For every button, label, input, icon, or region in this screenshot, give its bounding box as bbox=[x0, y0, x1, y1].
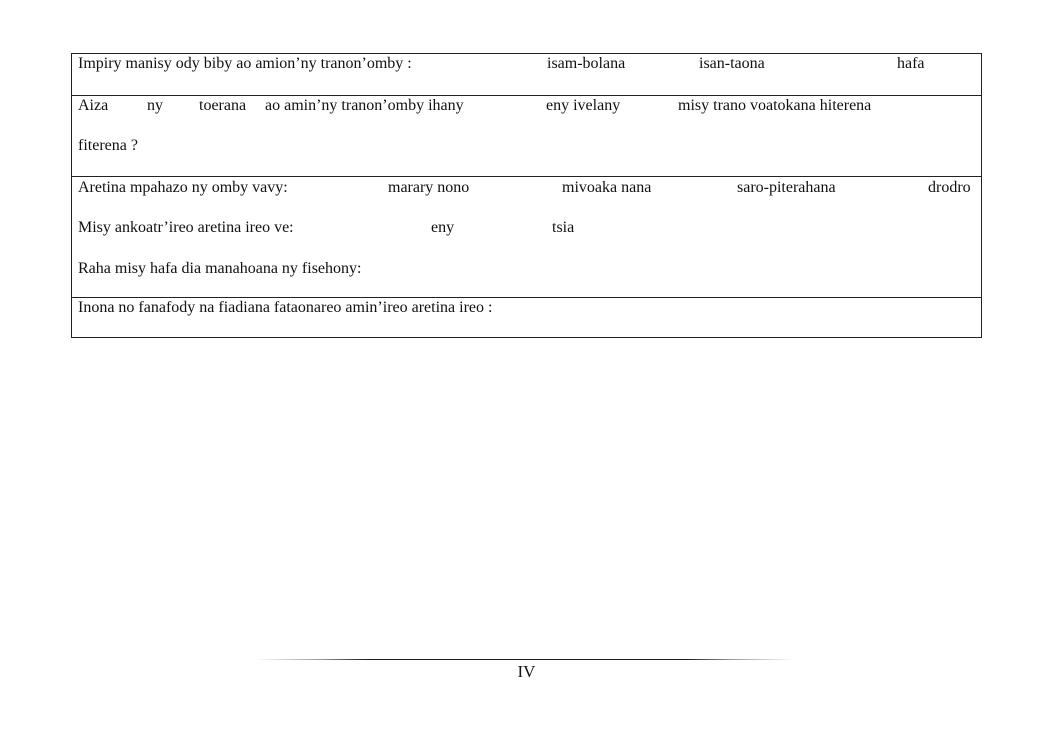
table-row bbox=[72, 297, 981, 338]
table-row bbox=[72, 54, 981, 95]
question-text: Impiry manisy ody biby ao amion’ny tranon’omby : bbox=[78, 55, 412, 72]
question-word: Aiza bbox=[78, 97, 109, 114]
footer-divider bbox=[256, 659, 796, 660]
table-row bbox=[72, 176, 981, 298]
option-text: hafa bbox=[897, 55, 925, 72]
option-text: eny bbox=[431, 219, 455, 236]
option-text: drodro bbox=[928, 179, 971, 196]
question-text: Inona no fanafody na fiadiana fataonareo amin’ireo aretina ireo : bbox=[78, 299, 493, 316]
questionnaire-table bbox=[71, 53, 982, 338]
option-text: saro-piterahana bbox=[737, 179, 836, 196]
question-text: Aretina mpahazo ny omby vavy: bbox=[78, 179, 288, 196]
question-word: ny bbox=[147, 97, 163, 114]
question-continuation: fiterena ? bbox=[78, 137, 138, 154]
question-word: toerana bbox=[199, 97, 247, 114]
question-text: Raha misy hafa dia manahoana ny fisehony: bbox=[78, 260, 362, 277]
question-word: ao amin’ny tranon’omby ihany bbox=[265, 97, 464, 114]
option-text: isam-bolana bbox=[547, 55, 626, 72]
option-text: eny ivelany bbox=[546, 97, 621, 114]
question-text: Misy ankoatr’ireo aretina ireo ve: bbox=[78, 219, 294, 236]
option-text: isan-taona bbox=[699, 55, 765, 72]
table-row bbox=[72, 95, 981, 177]
option-text: misy trano voatokana hiterena bbox=[678, 97, 872, 114]
option-text: mivoaka nana bbox=[562, 179, 652, 196]
page-number: IV bbox=[517, 662, 536, 681]
option-text: tsia bbox=[552, 219, 575, 236]
option-text: marary nono bbox=[388, 179, 470, 196]
